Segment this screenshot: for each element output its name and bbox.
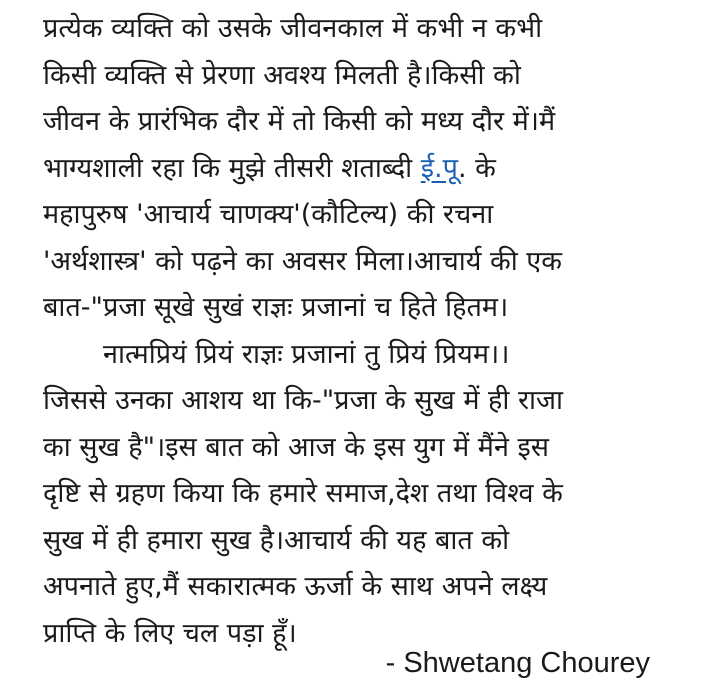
author-signature: - Shwetang Chourey bbox=[385, 647, 650, 679]
paragraph-line-13: अपनाते हुए,मैं सकारात्मक ऊर्जा के साथ अपने लक्ष्य bbox=[43, 571, 548, 602]
paragraph-line-7: बात-"प्रजा सूखे सुखं राज्ञः प्रजानां च हिते हितम। bbox=[43, 292, 509, 323]
paragraph-line-1: प्रत्येक व्यक्ति को उसके जीवनकाल में कभी न कभी bbox=[43, 13, 543, 44]
paragraph-line-9: जिससे उनका आशय था कि-"प्रजा के सुख में ही राजा bbox=[43, 385, 564, 416]
paragraph-line-5: महापुरुष 'आचार्य चाणक्य'(कौटिल्य) की रचना bbox=[43, 199, 494, 230]
paragraph-line-3: जीवन के प्रारंभिक दौर में तो किसी को मध्य दौर में।मैं bbox=[43, 106, 556, 137]
line-4-text-before: भाग्यशाली रहा कि मुझे तीसरी शताब्दी bbox=[43, 152, 421, 184]
paragraph-line-10: का सुख है"।इस बात को आज के इस युग में मैंने इस bbox=[43, 431, 550, 463]
paragraph-line-8: नात्मप्रियं प्रियं राज्ञः प्रजानां तु प्रियं प्रियम।। bbox=[103, 338, 510, 370]
paragraph-line-12: सुख में ही हमारा सुख है।आचार्य की यह बात को bbox=[43, 524, 510, 556]
paragraph-line-11: दृष्टि से ग्रहण किया कि हमारे समाज,देश तथा विश्व के bbox=[43, 478, 563, 509]
paragraph bbox=[43, 6, 703, 657]
line-4-text-after: . के bbox=[457, 152, 496, 184]
era-link[interactable]: ई.पू bbox=[420, 152, 458, 184]
paragraph-line-6: 'अर्थशास्त्र' को पढ़ने का अवसर मिला।आचार्य की एक bbox=[43, 245, 562, 277]
paragraph-line-4 bbox=[43, 146, 703, 193]
paragraph-line-2: किसी व्यक्ति से प्रेरणा अवश्य मिलती है।किसी को bbox=[43, 59, 521, 91]
paragraph-line-14: प्राप्ति के लिए चल पड़ा हूँ। bbox=[43, 617, 297, 649]
